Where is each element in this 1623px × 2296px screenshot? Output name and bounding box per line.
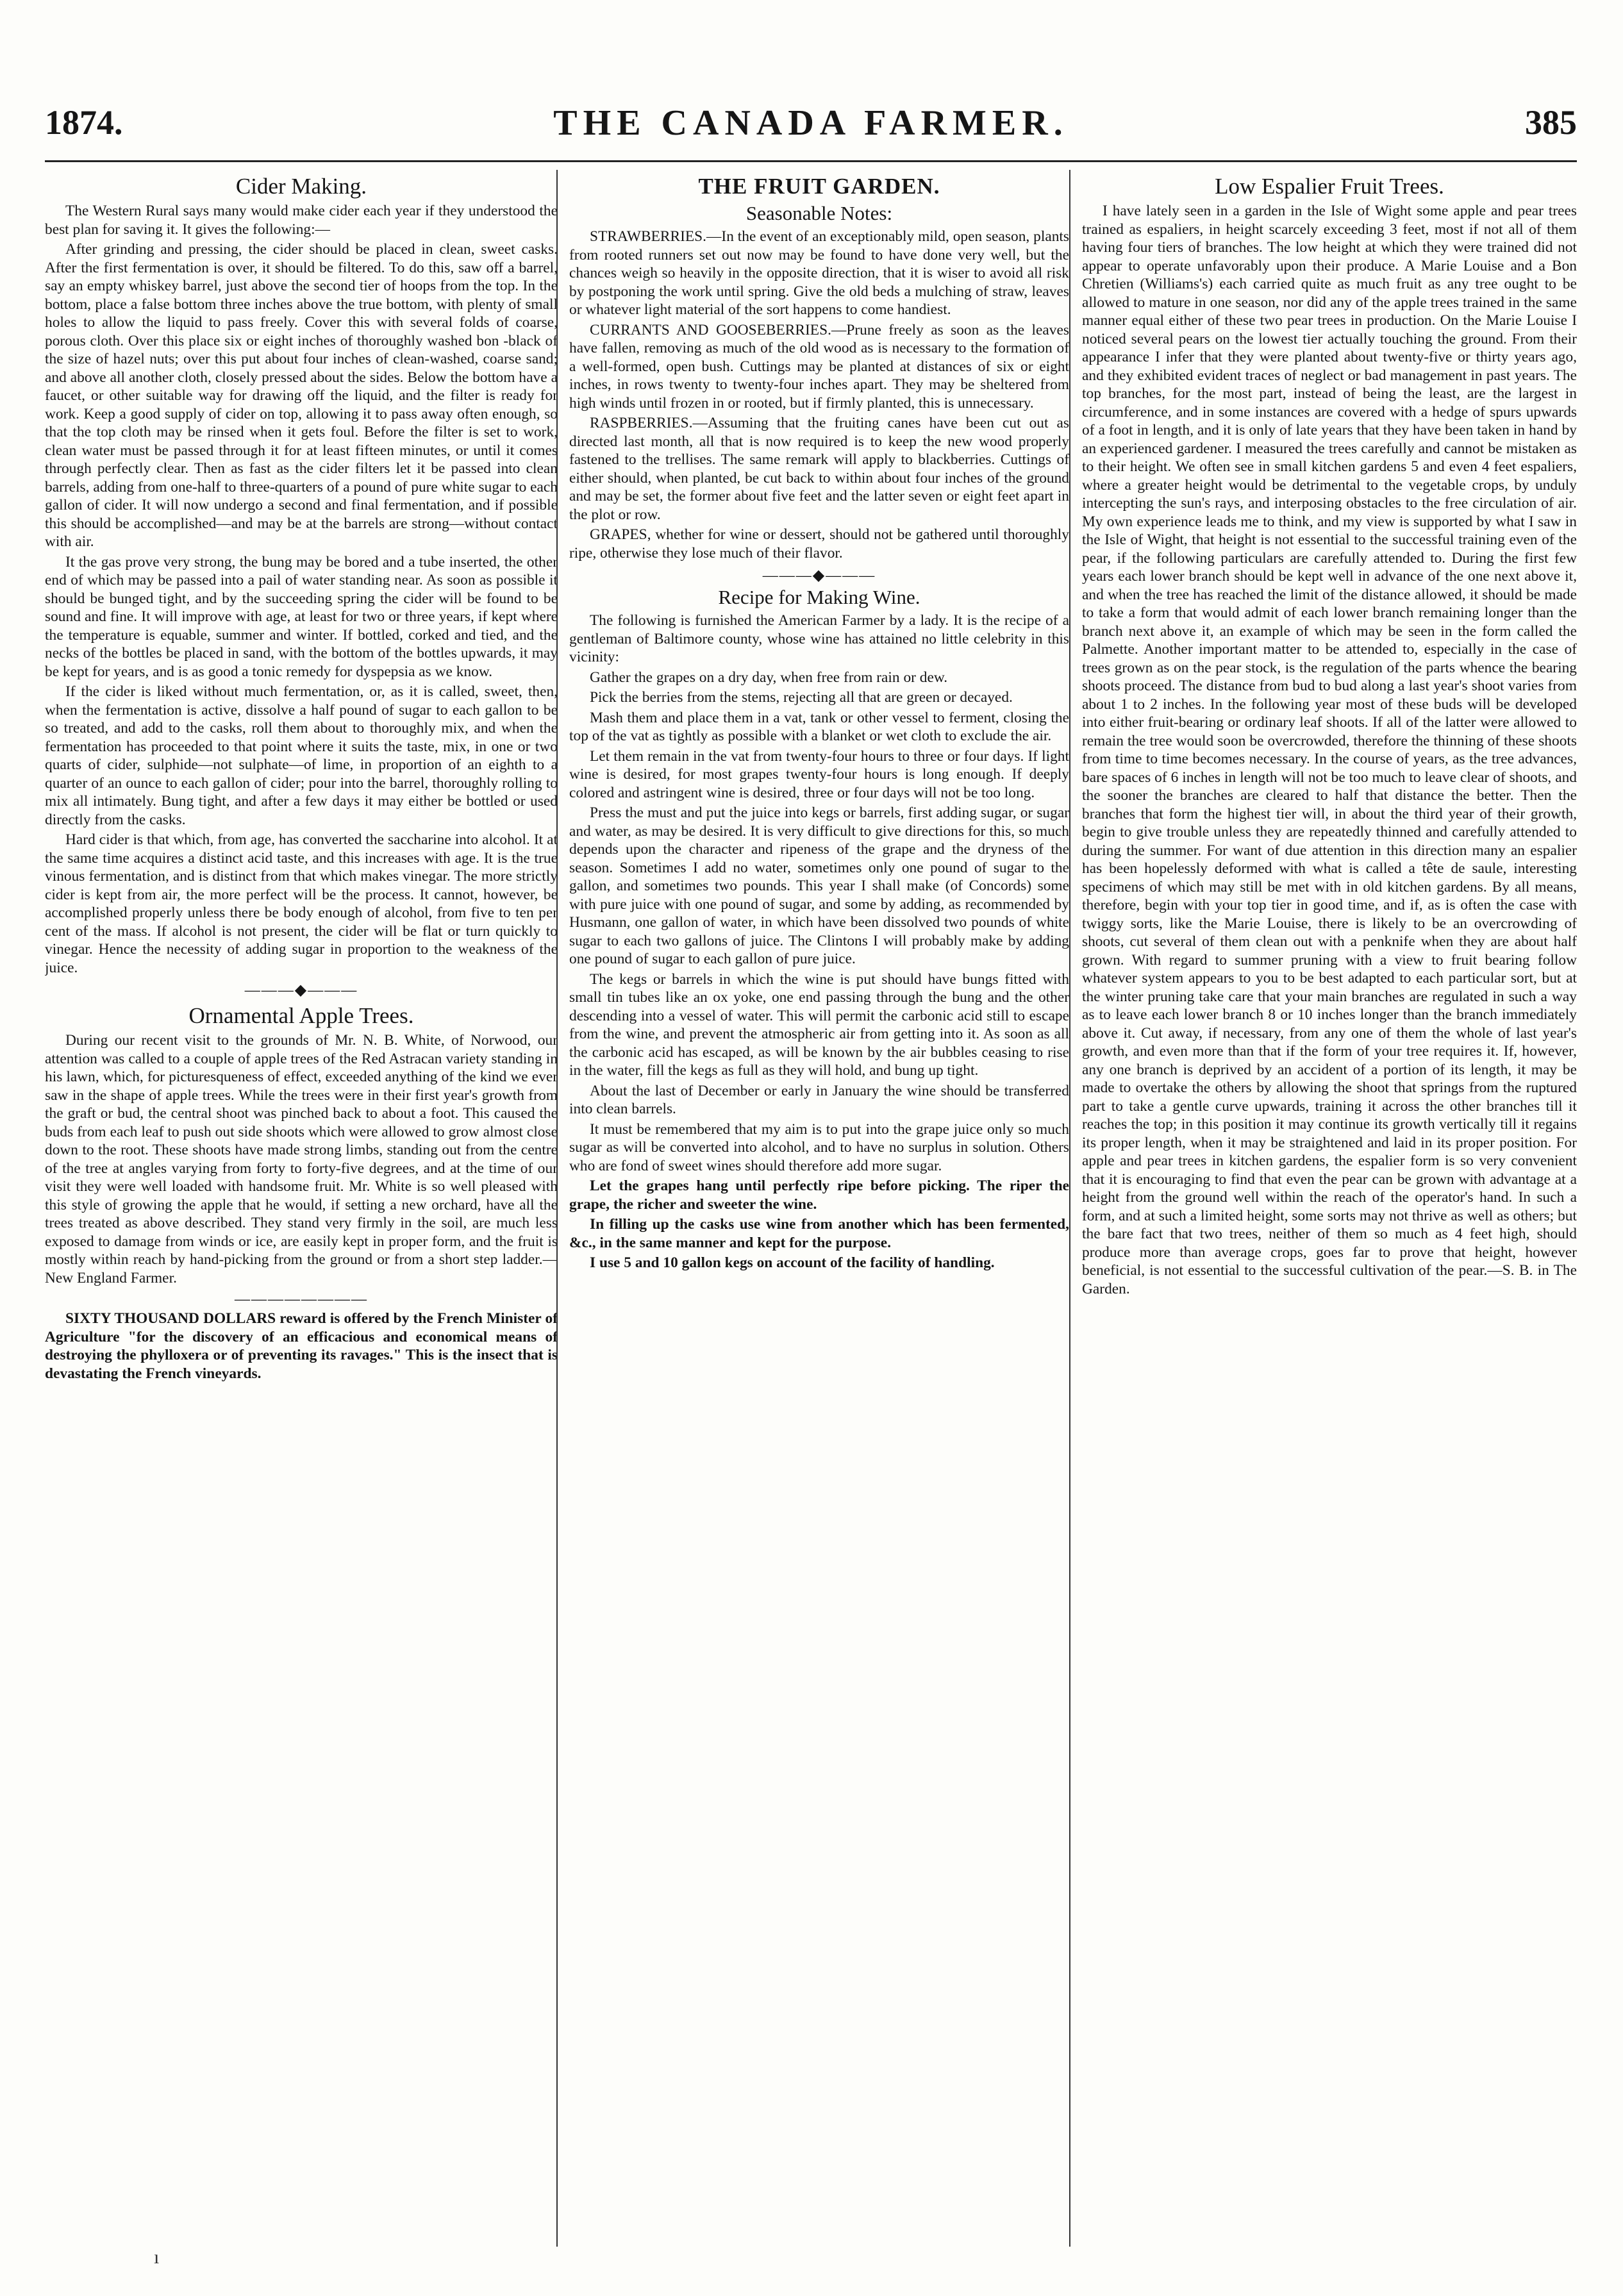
article-title-ornamental-apple-trees: Ornamental Apple Trees. — [188, 1003, 414, 1028]
section-separator: ———————— — [235, 1291, 368, 1308]
column-2 — [556, 170, 1069, 2247]
article-paragraph: It the gas prove very strong, the bung may be bored and a tube inserted, the other end of which may be passed into a pail of water standing near. As soon as possible it should be bunged tight, and by the succeeding spring the cider will be found to be sound and fine. It will improve with age, at least for two or three years, if kept where the temperature is equable, summer and winter. If bottled, corked and tied, and the necks of the bottles be placed in sand, with the bottom of the bottles upwards, it may be kept for years, and is as good a tonic remedy for dyspepsia as we know. — [45, 553, 558, 680]
article-paragraph: The following is furnished the American Farmer by a lady. It is the recipe of a gentleman of Baltimore county, whose wine has attained no little celebrity in this vicinity: — [569, 612, 1069, 665]
article-paragraph: It must be remembered that my aim is to put into the grape juice only so much sugar as will be converted into alcohol, and to have no surplus in solution. Others who are fond of sweet wines should therefore add more sugar. — [569, 1120, 1069, 1174]
page-year: 1874. — [45, 103, 123, 142]
article-paragraph: Mash them and place them in a vat, tank or other vessel to ferment, closing the top of the vat as tightly as possible with a blanket or wet cloth to exclude the air. — [569, 709, 1069, 744]
reward-notice: SIXTY THOUSAND DOLLARS reward is offered by the French Minister of Agriculture "for the discovery of an efficacious and economical means of destroying the phylloxera or of preventing its ravages." This is the insect that is devastating the French vineyards. — [45, 1310, 558, 1382]
article-paragraph: Gather the grapes on a dry day, when free from rain or dew. — [590, 669, 948, 686]
page-number: 385 — [1525, 103, 1577, 142]
section-separator: ———◆——— — [762, 567, 876, 584]
section-separator: ———◆——— — [244, 982, 358, 999]
article-paragraph: If the cider is liked without much fermentation, or, as it is called, sweet, then, when the fermentation is active, dissolve a half pound of sugar to each gallon to be so treated, and add to the casks, roll them about to thoroughly mix, and when the fermentation has proceeded to that point where it suits the taste, mix, in one or two quarts of cider, sulphide—not sulphate—of lime, in proportion of an eighth to a quarter of an ounce to each gallon of cider; pour into the barrel, thoroughly rolling to mix all intimately. Bung tight, and after a few days it may either be bottled or used directly from the casks. — [45, 683, 558, 828]
column-3 — [1069, 170, 1577, 2247]
article-paragraph: Pick the berries from the stems, rejecting all that are green or decayed. — [590, 689, 1013, 706]
article-paragraph: Press the must and put the juice into kegs or barrels, first adding sugar, or sugar and water, as may be desired. It is very difficult to give directions for this, so much depends upon the character and ripeness of the grape and the dryness of the season. Sometimes I add no water, sometimes only one pound of sugar to the gallon, and sometimes two pounds. This year I shall make (of Concords) some with pure juice with one pound of sugar, and some by adding, as recommended by Husmann, one gallon of water, in which have been dissolved two pounds of white sugar to each two gallons of juice. The Clintons I will probably make by adding one pound of sugar to each gallon of pure juice. — [569, 804, 1069, 967]
article-title-cider-making: Cider Making. — [235, 174, 367, 199]
article-paragraph: The Western Rural says many would make cider each year if they understood the best plan for saving it. It gives the following:— — [45, 203, 558, 238]
article-title-low-espalier-fruit-trees: Low Espalier Fruit Trees. — [1215, 174, 1444, 199]
newspaper-title: THE CANADA FARMER. — [553, 103, 1069, 143]
header-rule — [45, 160, 1577, 162]
article-paragraph: GRAPES, whether for wine or dessert, should not be gathered until thoroughly ripe, otherwise they lose much of their flavor. — [569, 526, 1069, 562]
article-paragraph: I have lately seen in a garden in the Isle of Wight some apple and pear trees trained as espaliers, in height scarcely exceeding 3 feet, most if not all of them having four tiers of branches. The low height at which they were trained did not appear to operate unfavorably upon their produce. A Marie Louise and a Bon Chretien (Williams's) each carried quite as much fruit as any tree ought to be allowed to mature in one season, nor did any of the apple trees trained in the same manner equal either of these two pear trees in production. On the Marie Louise I noticed several pears on the lowest tier actually touching the ground. From their appearance I infer that they were planted about twenty-five or thirty years ago, and they exhibited evident traces of neglect or bad management in past years. The top branches, for the most part, instead of being the least, are the largest in circumference, and in some instances are covered with a hedge of spurs upwards of a foot in length, and it is only of late years that they have been taken in hand by an experienced gardener. I measured the trees carefully and cannot be mistaken as to their height. We often see in small kitchen gardens 5 and even 4 feet espaliers, where a greater height would be detrimental to the vegetable crops, by unduly intercepting the sun's rays, and interposing obstacles to the free circulation of air. My own experience leads me to think, and my view is supported by what I saw in the Isle of Wight, that height is not essential to the successful training even of the pear, if the following particulars are carefully attended to. During the first few years each lower branch should be kept well in advance of the one next above it, and when the tree has reached the limit of the distance allowed, it should be made to take a form that would admit of each lower branch remaining longer than the branch next above it, an example of which may be seen in the form called the Palmette. Another important matter to be attended to, especially in the case of trees grown as on the pear stock, is the regulation of the parts whence the bearing shoots proceed. The distance from bud to bud along a last year's shoot varies from about 1 to 2 inches. In the following year most of these buds will be developed into either fruit-bearing or ordinary leaf shoots. If all of the latter were allowed to remain the tree would soon be overcrowded, therefore the thinning of these shoots from time to time becomes necessary. In the course of years, as the tree advances, bare spaces of 6 inches in length will not be too much to leave clear of shoots, and the sooner the branches are cleared to half that distance the better. Then the branches that form the highest tier will, in about the third year of their growth, begin to give trouble unless they are repeatedly thinned and carefully attended to during the summer. For want of due attention in this direction many an espalier has been hopelessly deformed with what is called a tête de saule, interesting specimens of which may still be met with in old kitchen gardens. By all means, therefore, begin with your top tier in good time, and if, as is often the case with twiggy sorts, like the Marie Louise, there is likely to be an overcrowding of shoots, cut several of them clean out with a penknife when they are about half grown. With regard to summer pruning with a view to fruit bearing follow whatever system appears to you to be best adapted to each particular sort, but at the winter pruning take care that your main branches are regulated in such a way as to leave each lower branch 8 or 10 inches longer than the branch immediately above it. Cut away, if necessary, from any one of them the whole of last year's growth, and even more than that if the form of your tree requires it. If, however, any one branch is deprived by an accident of a portion of its length, it may be made to overtake the others by allowing the shoot that springs from the ruptured part to take a gentle curve upwards, training it across the other branches till it reaches the top; in this position it may continue its growth vertically till it regains its proper length, when it may be straightened and laid in its proper position. For apple and pear trees in kitchen gardens, the espalier form is so very convenient that it is encouraging to find that even the pear can be grown with advantage at a height from the ground well within the reach of the operator's hand. In such a form, and at such a limited height, some sorts may not thrive as well as others; but the bare fact that two trees, neither of them so much as 4 feet high, should produce more than average crops, goes far to prove that height, however beneficial, is not essential to the successful cultivation of the pear.—S. B. in The Garden. — [1082, 203, 1577, 1297]
article-paragraph: Let them remain in the vat from twenty-four hours to three or four days. If light wine is desired, for most grapes twenty-four hours is long enough. If deeply colored and astringent wine is desired, three or four days will not be too long. — [569, 747, 1069, 801]
article-paragraph: Hard cider is that which, from age, has converted the saccharine into alcohol. It at the same time acquires a distinct acid taste, and this increases with age. It is the true vinous fermentation, and is distinct from that which makes vinegar. The more strictly cider is kept from air, the more perfect will be the process. It cannot, however, be accomplished properly unless there be body enough of alcohol, from five to ten per cent of the mass. If alcohol is not present, the cider will be flat or turn quickly to vinegar. Hence the necessity of adding sugar in proportion to the weakness of the juice. — [45, 831, 558, 976]
article-title-recipe-for-making-wine: Recipe for Making Wine. — [718, 586, 920, 608]
article-paragraph: STRAWBERRIES.—In the event of an exceptionably mild, open season, plants from rooted runners set out now may be found to have done very well, but the chances weigh so heavily in the opposite direction, that it is wiser to avoid all risk by postponing the work until spring. Give the old beds a mulching of straw, leaves or whatever light material of the sort happens to come handiest. — [569, 228, 1069, 318]
article-paragraph: In filling up the casks use wine from another which has been fermented, &c., in the same manner and kept for the purpose. — [569, 1216, 1069, 1251]
article-paragraph: About the last of December or early in January the wine should be transferred into clean barrels. — [569, 1082, 1069, 1117]
article-paragraph: RASPBERRIES.—Assuming that the fruiting canes have been cut out as directed last month, all that is now required is to keep the new wood properly fastened to the trellises. The same remark will apply to blackberries. Cuttings of either should, when planted, be cut back to within about four inches of the ground and may be set, the former about five feet and the latter seven or eight feet apart in the plot or row. — [569, 415, 1069, 523]
section-title-fruit-garden: THE FRUIT GARDEN. — [698, 174, 940, 199]
stray-print-mark: ı — [154, 2247, 160, 2268]
article-paragraph: The kegs or barrels in which the wine is put should have bungs fitted with small tin tubes like an ox yoke, one end passing through the bung and the other descending into a vessel of water. This will permit the carbonic acid still to escape from the wine, and prevent the atmospheric air from getting into it. As soon as all the carbonic acid has escaped, as will be known by the air bubbles ceasing to rise in the water, fill the kegs as full as they will hold, and bung up tight. — [569, 970, 1069, 1079]
column-1 — [45, 170, 558, 2247]
article-paragraph: During our recent visit to the grounds of Mr. N. B. White, of Norwood, our attention was called to a couple of apple trees of the Red Astracan variety standing in his lawn, which, for picturesqueness of effect, exceeded anything of the kind we ever saw in the shape of apple trees. While the trees were in their first year's growth from the graft or bud, the central shoot was pinched back to about a foot. This caused the buds from each leaf to push out side shoots which were allowed to grow almost close down to the root. These shoots have made strong limbs, standing out from the centre of the tree at angles varying from forty to forty-five degrees, and at the time of our visit they were well loaded with handsome fruit. Mr. White is so well pleased with this style of growing the apple that he would, if setting a new orchard, have all the trees treated as above described. They stand very firmly in the soil, are much less exposed to damage from winds or ice, are easily kept in proper form, and the fruit is mostly within reach by hand-picking from the ground or from a short step ladder.—New England Farmer. — [45, 1032, 558, 1286]
article-paragraph: Let the grapes hang until perfectly ripe before picking. The riper the grape, the richer and sweeter the wine. — [569, 1177, 1069, 1213]
page-header — [45, 96, 1577, 154]
article-title-seasonable-notes: Seasonable Notes: — [745, 202, 893, 224]
article-paragraph: After grinding and pressing, the cider should be placed in clean, sweet casks. After the first fermentation is over, it should be filtered. To do this, saw off a barrel, say an empty whiskey barrel, just above the second tier of hoops from the top. In the bottom, place a false bottom three inches above the true bottom, with plenty of small holes to allow the liquid to pass freely. Cover this with several folds of coarse, porous cloth. Over this place six or eight inches of thoroughly washed bon -black of the size of hazel nuts; over this put about four inches of clean-washed, coarse sand; and above all another cloth, closely pressed about the sides. Below the bottom have a faucet, or other suitable way for drawing off the liquid, and the filter is ready for work. Keep a good supply of cider on top, allowing it to pass away often enough, so that the top cloth may be rinsed when it gets foul. Before the filter is set to work, clean water must be passed through it for at least fifteen minutes, or until it comes through perfectly clear. Then as fast as the cider filters let it be passed into clean barrels, adding from one-half to three-quarters of a pound of pure white sugar to each gallon of cider. It will now undergo a second and final fermentation, and if possible this should be accomplished—and may be at the barrels are strong—without contact with air. — [45, 241, 558, 550]
article-paragraph: I use 5 and 10 gallon kegs on account of the facility of handling. — [590, 1254, 995, 1271]
article-paragraph: CURRANTS AND GOOSEBERRIES.—Prune freely as soon as the leaves have fallen, removing as much of the old wood as is necessary to the formation of a well-formed, open bush. Cuttings may be planted at distances of six or eight inches, in rows twenty to twenty-four inches apart. They may be sheltered from high winds until frozen in or rooted, but if firmly planted, this is unnecessary. — [569, 321, 1069, 412]
